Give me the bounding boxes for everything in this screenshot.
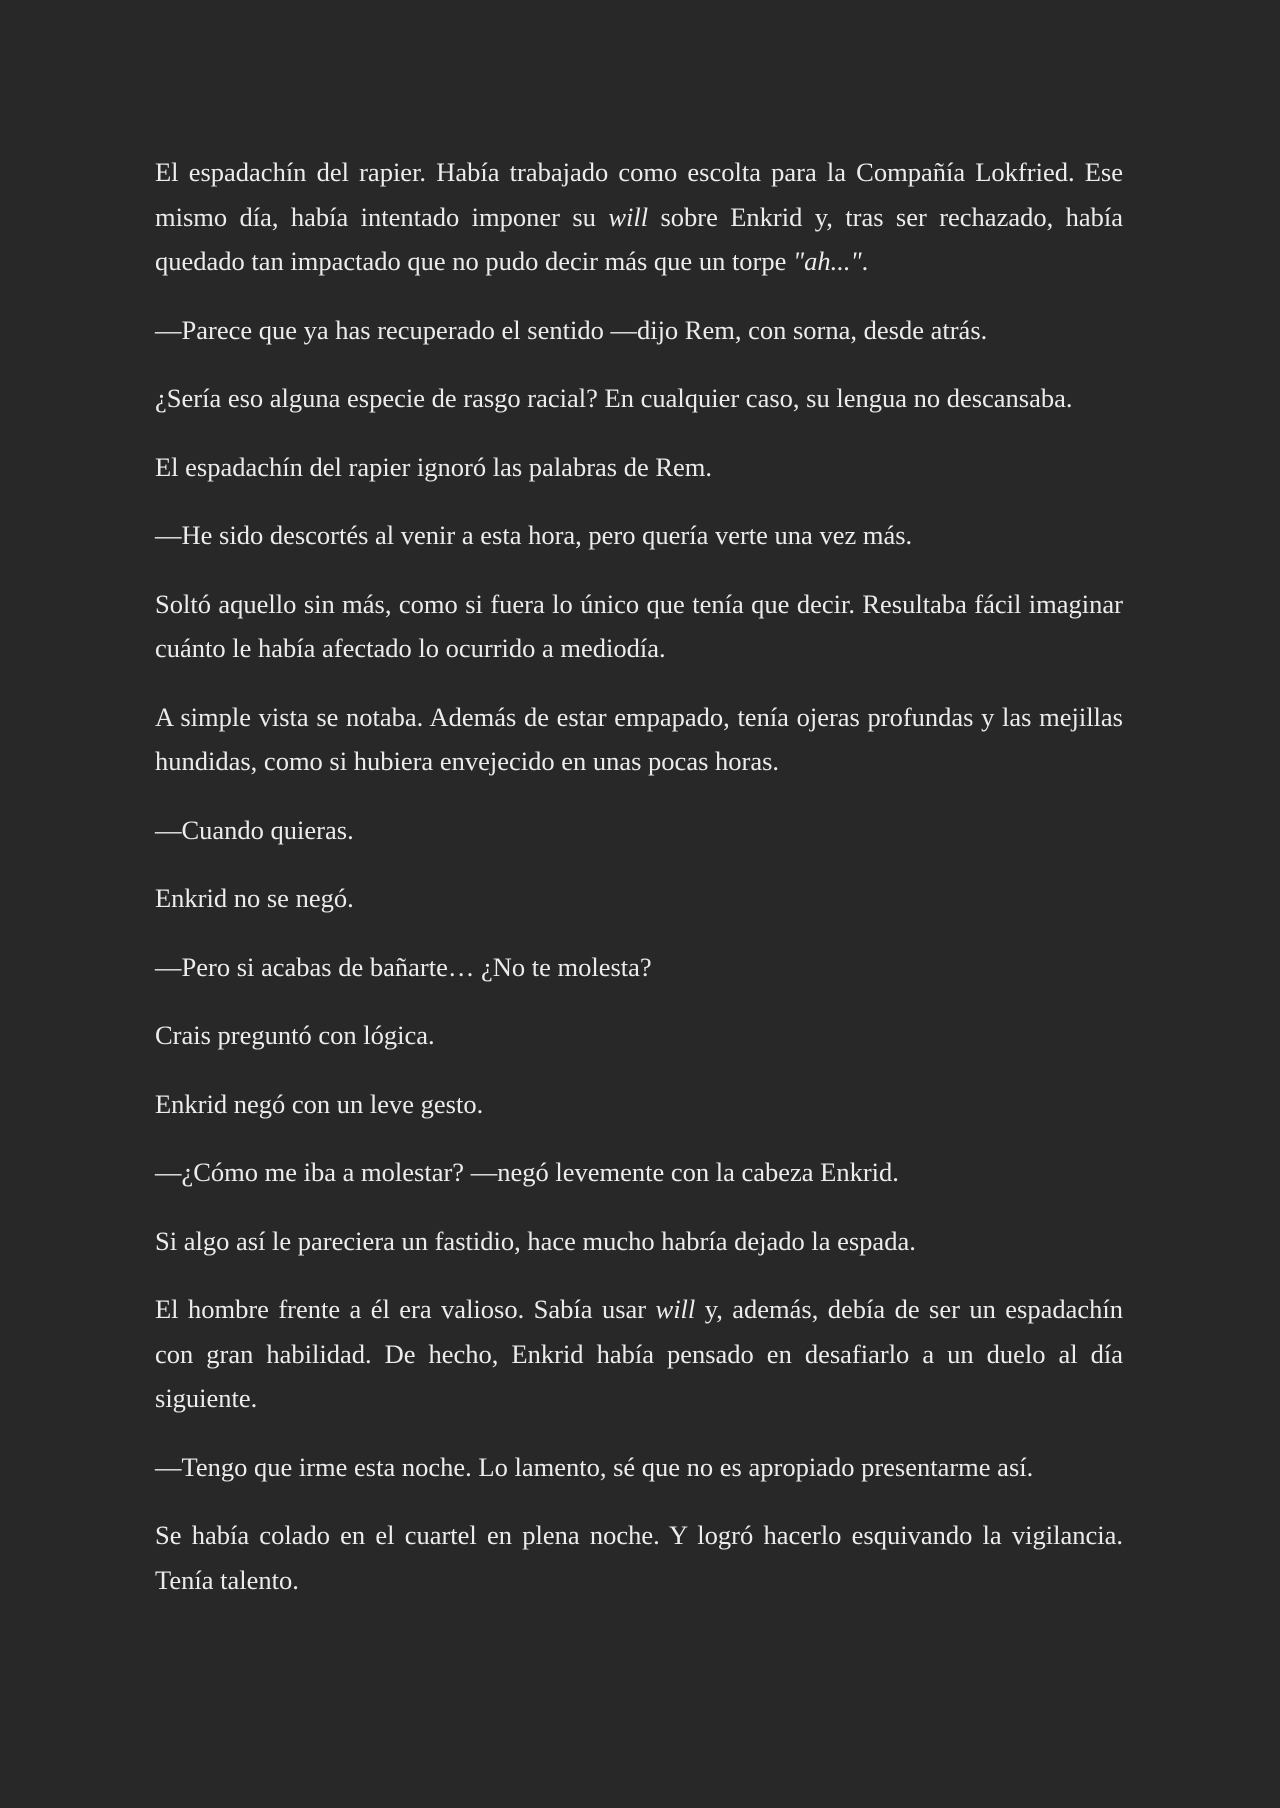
paragraph-7: A simple vista se notaba. Además de estar empapado, tenía ojeras profundas y las mejillas hundidas, como si hubiera envejecido en unas pocas horas. xyxy=(155,701,1123,776)
paragraph-5: —He sido descortés al venir a esta hora, pero quería verte una vez más. xyxy=(155,520,913,550)
paragraph-1 xyxy=(155,150,1123,284)
paragraph-15-text-a: El hombre frente a él era valioso. Sabía usar xyxy=(155,1294,656,1324)
paragraph-13: —¿Cómo me iba a molestar? —negó levemente con la cabeza Enkrid. xyxy=(155,1157,899,1187)
paragraph-15-text-b: y, además, debía de ser un espadachín con gran habilidad. De hecho, Enkrid había pensado en desafiarlo a un duelo al día siguiente. xyxy=(155,1294,1123,1413)
paragraph-1-italic-will: will xyxy=(608,201,649,232)
paragraph-1-italic-ah: "ah..." xyxy=(793,246,862,276)
text-column xyxy=(155,150,1123,1626)
paragraph-17: Se había colado en el cuartel en plena noche. Y logró hacerlo esquivando la vigilancia. Tenía talento. xyxy=(155,1520,1123,1595)
paragraph-1-text-a: El espadachín del rapier. Había trabajado como escolta para la Compañía Lokfried. Ese mismo día, había intentado imponer su xyxy=(155,157,1123,232)
paragraph-15-italic-will: will xyxy=(655,1294,696,1324)
paragraph-12: Enkrid negó con un leve gesto. xyxy=(155,1088,484,1119)
paragraph-2: —Parece que ya has recuperado el sentido —dijo Rem, con sorna, desde atrás. xyxy=(155,314,988,345)
paragraph-9: Enkrid no se negó. xyxy=(155,883,354,913)
paragraph-1-text-c: . xyxy=(861,246,869,276)
paragraph-4: El espadachín del rapier ignoró las palabras de Rem. xyxy=(155,451,713,482)
paragraph-6: Soltó aquello sin más, como si fuera lo único que tenía que decir. Resultaba fácil imaginar cuánto le había afectado lo ocurrido a mediodía. xyxy=(155,588,1123,663)
paragraph-8: —Cuando quieras. xyxy=(155,814,354,845)
paragraph-11: Crais preguntó con lógica. xyxy=(155,1020,435,1050)
paragraph-14: Si algo así le pareciera un fastidio, hace mucho habría dejado la espada. xyxy=(155,1225,916,1256)
paragraph-16: —Tengo que irme esta noche. Lo lamento, sé que no es apropiado presentarme así. xyxy=(155,1451,1034,1482)
paragraph-3: ¿Sería eso alguna especie de rasgo racial? En cualquier caso, su lengua no descansaba. xyxy=(155,383,1073,413)
paragraph-10: —Pero si acabas de bañarte… ¿No te molesta? xyxy=(155,951,652,982)
paragraph-15 xyxy=(155,1287,1123,1421)
paragraph-1-text-b: sobre Enkrid y, tras ser rechazado, había quedado tan impactado que no pudo decir más que un torpe xyxy=(155,201,1123,276)
